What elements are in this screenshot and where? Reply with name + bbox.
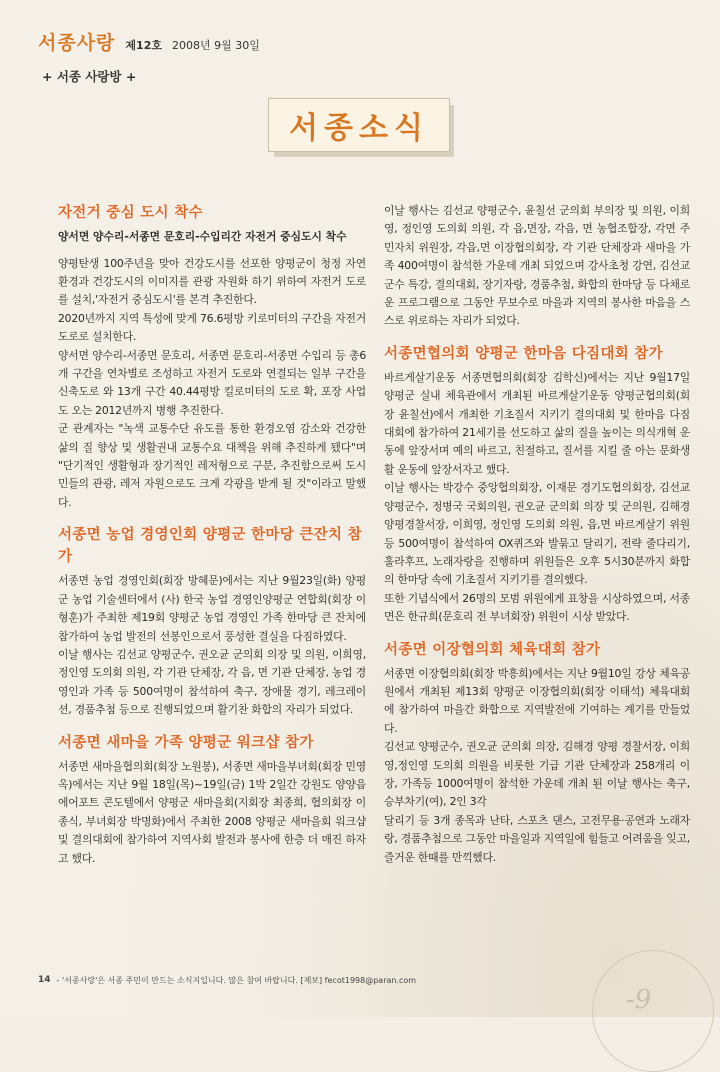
article-paragraph: 또한 기념식에서 26명의 모범 위원에게 표창을 시상하였으며, 서종면은 한규희(문호리 전 부녀회장) 위원이 시상 받았다. — [384, 591, 690, 624]
article-paragraph: 서종면 이장협의회(회장 박흥희)에서는 지난 9월10일 강상 체육공원에서 개최된 제13회 양평군 이장협의회(회장 이태석) 체육대회에 참가하여 마을간 화합으로 지역발전에 기여하는 계기를 만들었다. — [384, 666, 690, 735]
article-saemaul — [58, 732, 366, 868]
article-paragraph: 2020년까지 지역 특성에 맞게 76.6평방 키로미터의 구간을 자전거 도로로 설치한다. — [58, 311, 366, 344]
article-title: 서종면 새마을 가족 양평군 워크샵 참가 — [58, 734, 314, 751]
article-subtitle: 양서면 양수리-서종면 문호리-수입리간 자전거 중심도시 착수 — [58, 230, 347, 243]
article-paragraph: 달리기 등 3개 종목과 난타, 스포츠 댄스, 고전무용·공연과 노래자랑, 경품추첨으로 그동안 마을일과 지역일에 힘들고 어려움을 잊고, 즐거운 한때를 만끽했다. — [384, 813, 690, 864]
article-title: 자전거 중심 도시 착수 — [58, 205, 203, 221]
article-paragraph: 바르게살기운동 서종면협의회(회장 김학신)에서는 지난 9월17일 양평군 실내 체육관에서 개최된 바르게살기운동 양평군협의회(회장 윤칠선)에서 개최한 기초질서 지키기 결의대회 및 한마음 다짐대회에 참가하여 21세기를 선도하고 삶의 질을 높이는 의식개혁 운동에 앞장서며 예의 바르고, 친절하고, 질서를 지킬 줄 아는 문화생활 운동에 앞장서자고 했다. — [384, 370, 690, 476]
section-title: 서종소식 — [289, 111, 429, 146]
page-number: 14 — [38, 975, 51, 985]
page-header — [38, 28, 260, 55]
article-title: 서종면협의회 양평군 한마음 다짐대회 참가 — [384, 345, 663, 362]
article-paragraph: 서종면 농업 경영인회(회장 방혜문)에서는 지난 9월23일(화) 양평군 농업 기술센터에서 (사) 한국 농업 경영인양평군 연합회(회장 이형훈)가 주최한 제19회 양평군 농업 경영인 가족 한마당 큰 잔치에 참가하여 농업 발전의 선봉인으로서 풍성한 결실을 다짐하였다. — [58, 574, 366, 643]
article-paragraph: 군 관계자는 "녹색 교통수단 유도를 통한 환경오염 감소와 건강한 삶의 질 향상 및 생활권내 교통수요 대책을 위해 추진하게 됐다"며 "단기적인 생활형과 장기적인 레저형으로 구분, 추진함으로써 도시민들의 관광, 레저 자원으로도 크게 각광을 받게 될 것"이라고 말했다. — [58, 422, 366, 509]
article-title: 서종면 농업 경영인회 양평군 한마당 큰잔치 참가 — [58, 527, 362, 566]
continued-paragraph: 이날 행사는 김선교 양평군수, 윤칠선 군의회 부의장 및 의원, 이희영, 정인영 도의회 의원, 각 읍,면장, 각읍, 면 농협조합장, 각면 주민자치 위원장, 각읍,면 이장협의회장, 각 기관 단체장과 새마을 가족 400여명이 참석한 가운데 개최 되었으며 강사초청 강연, 김선교 군수 특강, 결의대회, 장기자랑, 경품추첨, 화합의 한마당 등 다채로운 프로그램으로 그동안 무보수로 마을과 지역의 봉사한 마음을 스스로 위로하는 자리가 되었다. — [384, 204, 690, 328]
article-paragraph: 김선교 양평군수, 권오균 군의회 의장, 김해경 양평 경찰서장, 이희영,정인영 도의회 의원을 비롯한 기급 기관 단체장과 258개리 이장, 가족등 1000여명이 참석한 가운데 개최 된 이날 행사는 축구, 승부차기(여), 2인 3각 — [384, 740, 690, 809]
decorative-page-mark: -9 — [626, 985, 652, 1015]
footer-notice: - '서종사랑'은 서종 주민이 만드는 소식지입니다. 많은 참여 바랍니다. [제보] fecot1998@paran.com — [56, 976, 417, 985]
issue-number: 제12호 — [125, 39, 162, 52]
section-title-panel — [268, 98, 450, 152]
left-column — [58, 202, 366, 868]
section-title-box — [268, 98, 454, 158]
section-tag: + 서종 사랑방 + — [42, 69, 137, 84]
right-column — [384, 202, 690, 867]
article-paragraph: 양평탄생 100주년을 맞아 건강도시를 선포한 양평군이 청정 자연환경과 건강도시의 이미지를 관광 자원화 하기 위하여 자전거 도로를 설치,'자전거 중심도시'를 본격 추진한다. — [58, 256, 366, 307]
article-paragraph: 이날 행사는 박강수 중앙협의회장, 이재문 경기도협의회장, 김선교 양평군수, 정병국 국회의원, 권오균 군의회 의장 및 군의원, 김해경 양평경찰서장, 이희영, 정인영 도의회 의원, 읍,면 바르게살기 위원등 500여명이 참석하여 OX퀴즈와 발묶고 달리기, 전략 줄다리기, 훌라후프, 노래자랑을 진행하며 위원들은 오후 5시30분까지 화합의 한마당 속에 기초질서 지키기를 결의했다. — [384, 481, 690, 587]
page-footer — [38, 975, 416, 986]
article-paragraph: 서종면 새마을협의회(회장 노원봉), 서종면 새마을부녀회(회장 민영옥)에서는 지난 9월 18일(목)~19일(금) 1박 2일간 강원도 양양읍 에어포트 콘도텔에서 양평군 새마을회(지회장 최종희, 협의회장 이종식, 부녀회장 박명화)에서 주최한 2008 양평군 새마을회 워크샵 및 결의대회에 참가하여 지역사회 발전과 봉사에 한층 더 매진 하자고 했다. — [58, 759, 366, 865]
article-farmers — [58, 524, 366, 719]
magazine-title: 서종사랑 — [38, 32, 116, 54]
article-pledge-rally — [384, 343, 690, 627]
article-bicycle — [58, 202, 366, 512]
article-title: 서종면 이장협의회 체육대회 참가 — [384, 641, 601, 658]
article-paragraph: 이날 행사는 김선교 양평군수, 권오균 군의회 의장 및 의원, 이희영, 정인영 도의회 의원, 각 기관 단체장, 각 읍, 면 기관 단체장, 농업 경영인과 가족 등 500여명이 참석하여 축구, 장애물 경기, 레크레이션, 경품추첨 등으로 진행되었으며 활기찬 화합의 자리가 되었다. — [58, 647, 366, 717]
article-sports-day — [384, 639, 690, 867]
article-paragraph: 양서면 양수리-서종면 문호리, 서종면 문호리-서종면 수입리 등 총6개 구간을 연차별로 조성하고 자전거 도로와 연결되는 일부 구간을 신축도로 와 13개 구간 40.44평방 킬로미터의 도로 확, 포장 사업도 오는 2012년까지 병행 추진한다. — [58, 348, 366, 417]
issue-date: 2008년 9월 30일 — [171, 39, 260, 52]
decorative-circle — [592, 950, 714, 1072]
